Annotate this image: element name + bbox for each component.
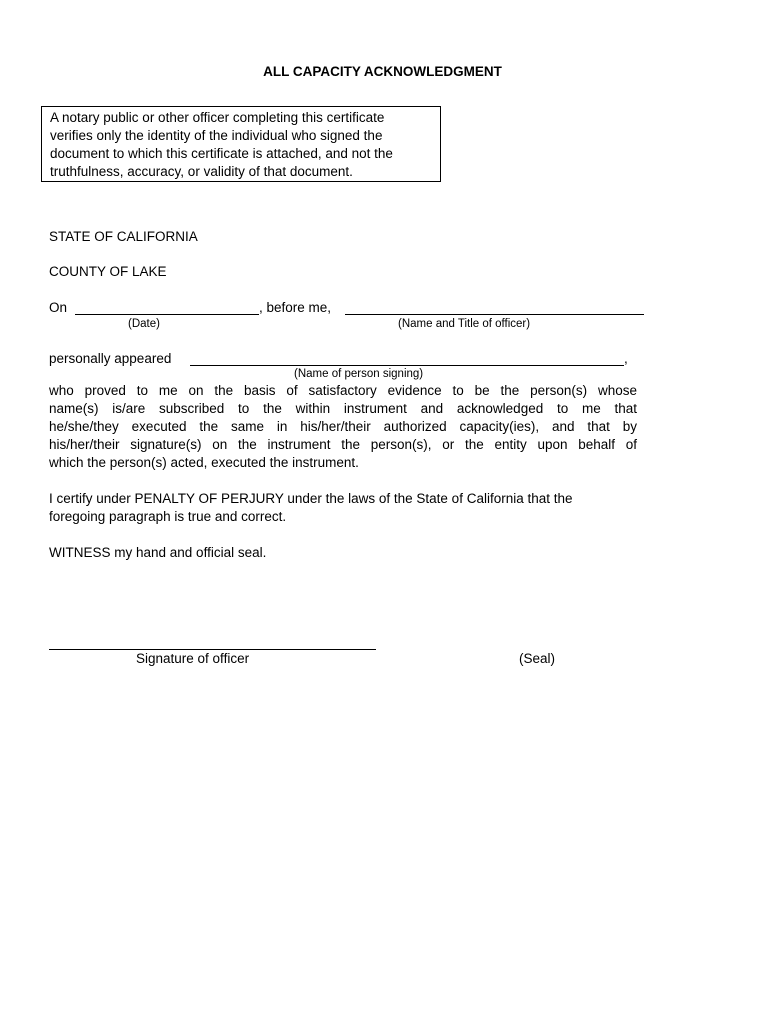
before-me-label: , before me, (259, 300, 332, 315)
paragraph-line: name(s) is/are subscribed to the within instrument and acknowledged to me that (49, 401, 637, 416)
paragraph-line: which the person(s) acted, executed the instrument. (49, 455, 359, 470)
signature-caption: Signature of officer (136, 651, 250, 666)
officer-name-field-line[interactable] (345, 314, 644, 315)
notary-notice-box (41, 106, 441, 182)
on-label: On (49, 300, 68, 315)
paragraph-line: he/she/they executed the same in his/her/their authorized capacity(ies), and that by (49, 419, 637, 434)
seal-label: (Seal) (519, 651, 556, 666)
date-field-line[interactable] (75, 314, 259, 315)
paragraph-line: who proved to me on the basis of satisfactory evidence to be the person(s) whose (49, 383, 637, 398)
document-title: ALL CAPACITY ACKNOWLEDGMENT (263, 64, 502, 79)
state-line: STATE OF CALIFORNIA (49, 229, 198, 244)
county-line: COUNTY OF LAKE (49, 264, 167, 279)
officer-caption: (Name and Title of officer) (398, 318, 531, 330)
notice-line: truthfulness, accuracy, or validity of that document. (50, 164, 353, 179)
certify-line: I certify under PENALTY OF PERJURY under the laws of the State of California that the (49, 491, 573, 506)
person-caption: (Name of person signing) (294, 368, 424, 380)
notice-line: verifies only the identity of the individual who signed the (50, 128, 383, 143)
witness-line: WITNESS my hand and official seal. (49, 545, 267, 560)
paragraph-line: his/her/their signature(s) on the instrument the person(s), or the entity upon behalf of (49, 437, 637, 452)
date-caption: (Date) (128, 318, 160, 330)
signature-line[interactable] (49, 649, 376, 650)
person-name-field-line[interactable] (190, 365, 624, 366)
notice-line: document to which this certificate is attached, and not the (50, 146, 393, 161)
certify-line: foregoing paragraph is true and correct. (49, 509, 287, 524)
appeared-comma: , (624, 351, 628, 366)
personally-appeared-label: personally appeared (49, 351, 172, 366)
notice-line: A notary public or other officer completing this certificate (50, 110, 385, 125)
